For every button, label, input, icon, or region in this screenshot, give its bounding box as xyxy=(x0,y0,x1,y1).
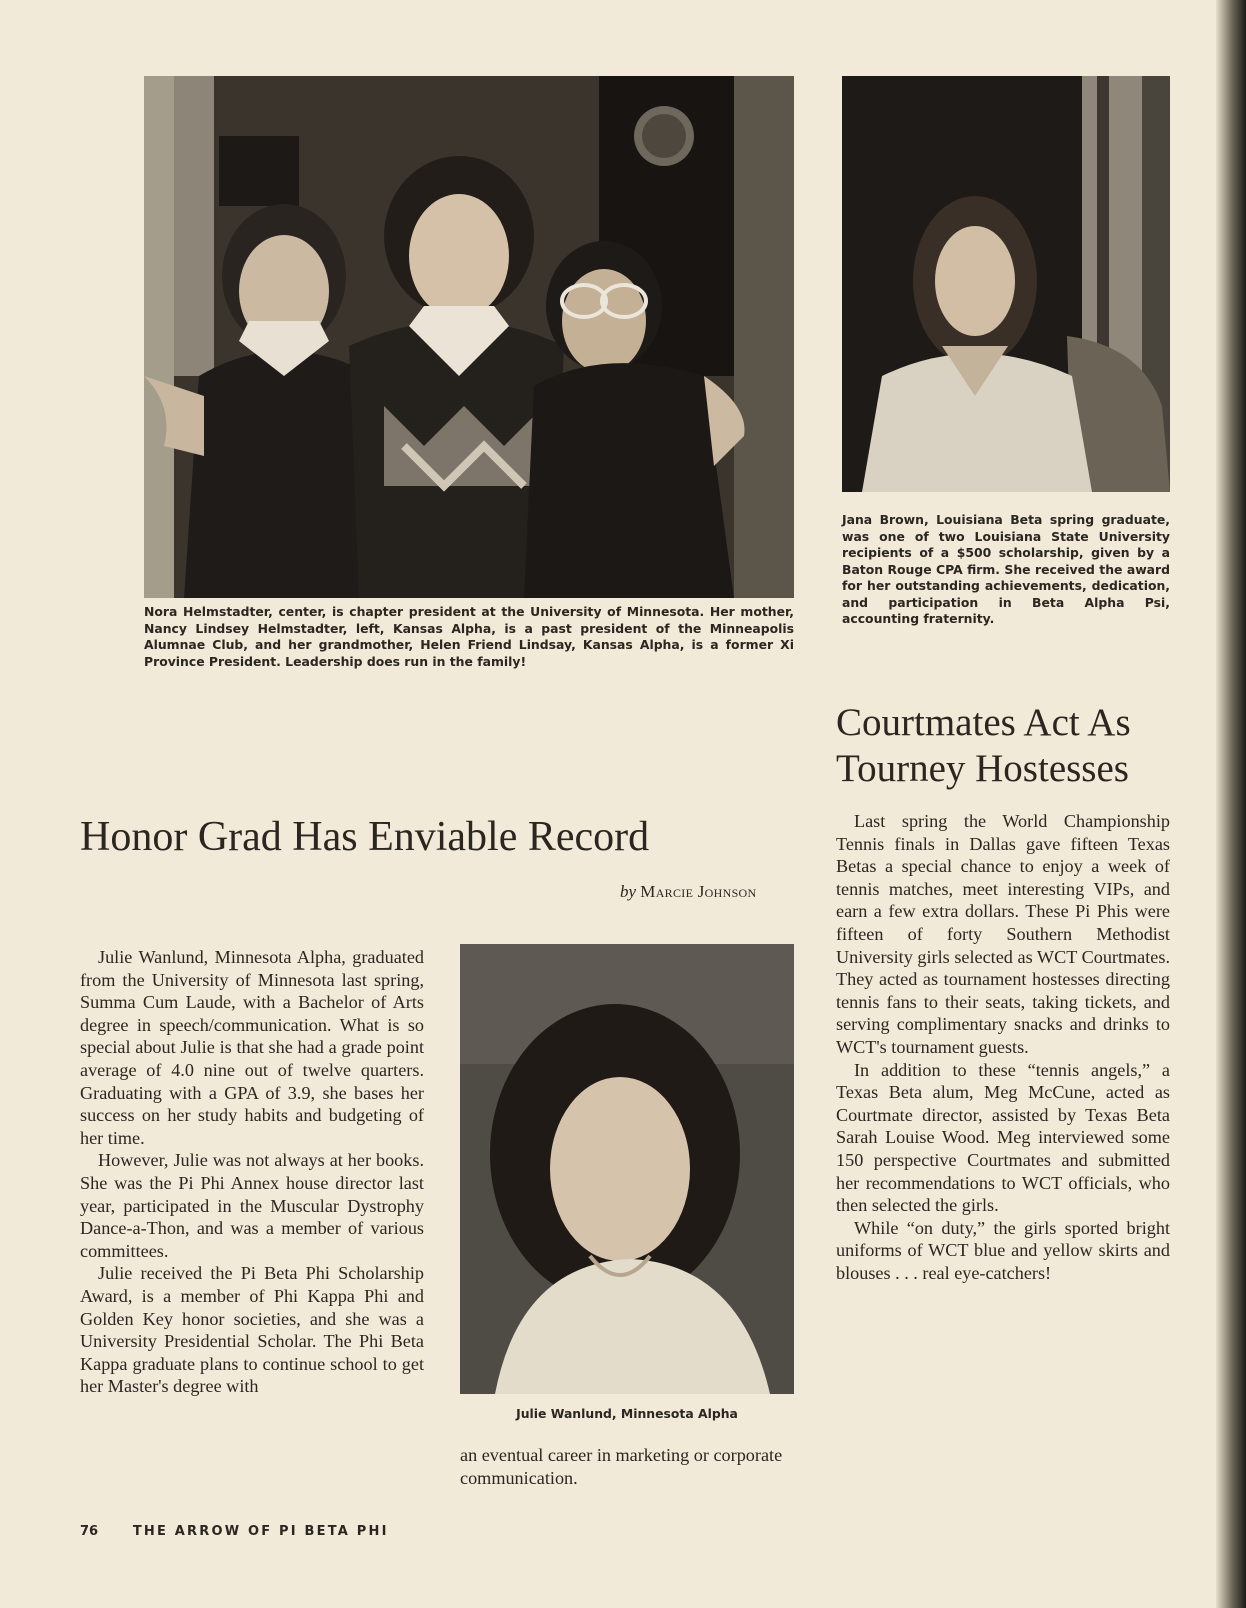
family-photo xyxy=(144,76,794,598)
byline-by: by xyxy=(620,882,637,901)
article2-title-line2: Tourney Hostesses xyxy=(836,747,1129,790)
page-footer xyxy=(80,1524,389,1539)
article2-body xyxy=(836,810,1170,1284)
article1-byline xyxy=(620,882,756,902)
article1-column-1 xyxy=(80,946,424,1398)
article2-title-line1: Courtmates Act As xyxy=(836,701,1131,744)
publication-title: THE ARROW OF PI BETA PHI xyxy=(132,1524,389,1539)
article1-paragraph: However, Julie was not always at her books. She was the Pi Phi Annex house director last year, participated in the Muscular Dystrophy Dance-a-Thon, and was a member of various committees. xyxy=(80,1150,424,1261)
julie-photo xyxy=(460,944,794,1394)
article2-paragraph: While “on duty,” the girls sported bright uniforms of WCT blue and yellow skirts and blouses . . . real eye-catchers! xyxy=(836,1217,1170,1283)
article1-paragraph: Julie received the Pi Beta Phi Scholarship Award, is a member of Phi Kappa Phi and Golden Key honor societies, and she was a University Presidential Scholar. The Phi Beta Kappa graduate plans to continue school to get her Master's degree with xyxy=(80,1263,424,1397)
jana-photo-image xyxy=(842,76,1170,492)
article1-column-2 xyxy=(460,1444,794,1489)
article2-title xyxy=(836,700,1186,792)
julie-photo-image xyxy=(460,944,794,1394)
page-edge-shadow xyxy=(1216,0,1246,1608)
article1-paragraph: Julie Wanlund, Minnesota Alpha, graduated from the University of Minnesota last spring, Summa Cum Laude, with a Bachelor of Arts degree in speech/communication. What is so special about Julie is that she had a grade point average of 4.0 nine out of twelve quarters. Graduating with a GPA of 3.9, she bases her success on her study habits and budgeting of her time. xyxy=(80,947,424,1148)
family-photo-caption: Nora Helmstadter, center, is chapter president at the University of Minnesota. Her mother, Nancy Lindsey Helmstadter, left, Kansas Alpha, is a past president of the Minneapolis Alumnae Club, and her grandmother, Helen Friend Lindsay, Kansas Alpha, is a former Xi Province President. Leadership does run in the family! xyxy=(144,604,794,669)
article1-title: Honor Grad Has Enviable Record xyxy=(80,814,650,860)
family-photo-image xyxy=(144,76,794,598)
jana-photo-caption: Jana Brown, Louisiana Beta spring graduate, was one of two Louisiana State University recipients of a $500 scholarship, given by a Baton Rouge CPA firm. She received the award for her outstanding achievements, dedication, and participation in Beta Alpha Psi, accounting fraternity. xyxy=(842,512,1170,626)
page-number: 76 xyxy=(80,1524,99,1539)
article1-paragraph-continued: an eventual career in marketing or corporate communication. xyxy=(460,1445,783,1488)
article2-paragraph: In addition to these “tennis angels,” a Texas Beta alum, Meg McCune, acted as Courtmate director, assisted by Texas Beta Sarah Louise Wood. Meg interviewed some 150 perspective Courtmates and submitted her recommendations to WCT officials, who then selected the girls. xyxy=(836,1059,1170,1216)
jana-photo xyxy=(842,76,1170,492)
article2-paragraph: Last spring the World Championship Tennis finals in Dallas gave fifteen Texas Betas a special chance to enjoy a week of tennis matches, meet interesting VIPs, and earn a few extra dollars. These Pi Phis were fifteen of forty Southern Methodist University girls selected as WCT Courtmates. They acted as tournament hostesses directing tennis fans to their seats, taking tickets, and serving complimentary snacks and drinks to WCT's tournament guests. xyxy=(836,811,1170,1057)
julie-photo-caption: Julie Wanlund, Minnesota Alpha xyxy=(516,1406,738,1421)
byline-author: Marcie Johnson xyxy=(640,882,757,901)
